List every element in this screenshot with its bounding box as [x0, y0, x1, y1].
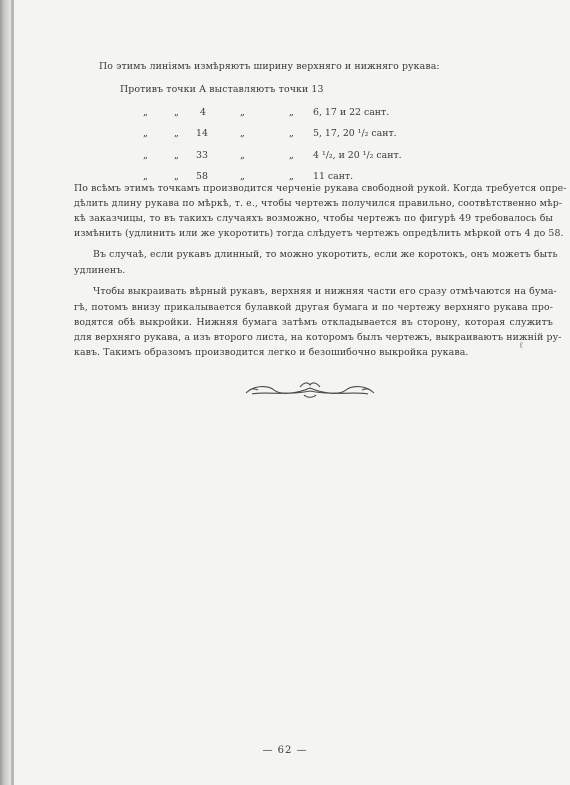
paragraph-line: кѣ заказчицы, то въ такихъ случаяхъ возможно, чтобы чертежъ по фигурѣ 49 требовалось бы — [74, 213, 553, 224]
page-number: — 62 — — [262, 745, 308, 756]
measure-row: „ „ 58 „ „ 11 сант. — [143, 171, 354, 182]
paragraph-line: По всѣмъ этимъ точкамъ производится черченіе рукава свободной рукой. Когда требуется опре- — [74, 183, 567, 194]
measure-row: „ „ 14 „ „ 5, 17, 20 ¹/₂ сант. — [143, 128, 397, 139]
paragraph-line: водятся обѣ выкройки. Нижняя бумага затѣмъ откладывается въ сторону, которая служитъ — [74, 317, 553, 328]
decorative-divider-ornament — [244, 379, 376, 401]
measure-row-first: Противъ точки А выставляютъ точки 13 — [120, 84, 324, 95]
paragraph-line: Въ случаѣ, если рукавъ длинный, то можно укоротить, если же коротокъ, онъ можетъ быть — [93, 249, 558, 260]
paragraph-line: для верхняго рукава, а изъ второго листа, на которомъ былъ чертежъ, выкраиваютъ нижній ру- — [74, 332, 562, 343]
measure-row: „ „ 33 „ „ 4 ¹/₂, и 20 ¹/₂ сант. — [143, 150, 402, 161]
paragraph-line: Чтобы выкраивать вѣрный рукавъ, верхняя и нижняя части его сразу отмѣчаются на бума- — [93, 286, 557, 297]
measure-row: „ „ 4 „ „ 6, 17 и 22 сант. — [143, 107, 390, 118]
intro-line: По этимъ линіямъ измѣряютъ ширину верхняго и нижняго рукава: — [99, 61, 440, 72]
paragraph-line: дѣлить длину рукава по мѣркѣ, т. е., чтобы чертежъ получился правильно, соотвѣтственно мѣр- — [74, 198, 563, 209]
pencil-mark: ℓ — [519, 341, 524, 351]
paragraph-line: измѣнить (удлинить или же укоротить) тогда слѣдуетъ чертежъ опредѣлить мѣркой отъ 4 до 58. — [74, 228, 564, 239]
paragraph-line: кавъ. Такимъ образомъ производится легко и безошибочно выкройка рукава. — [74, 347, 469, 358]
paragraph-line: гѣ, потомъ внизу прикалывается булавкой другая бумага и по чертежу верхняго рукава про- — [74, 302, 553, 313]
paragraph-line: удлиненъ. — [74, 265, 126, 276]
